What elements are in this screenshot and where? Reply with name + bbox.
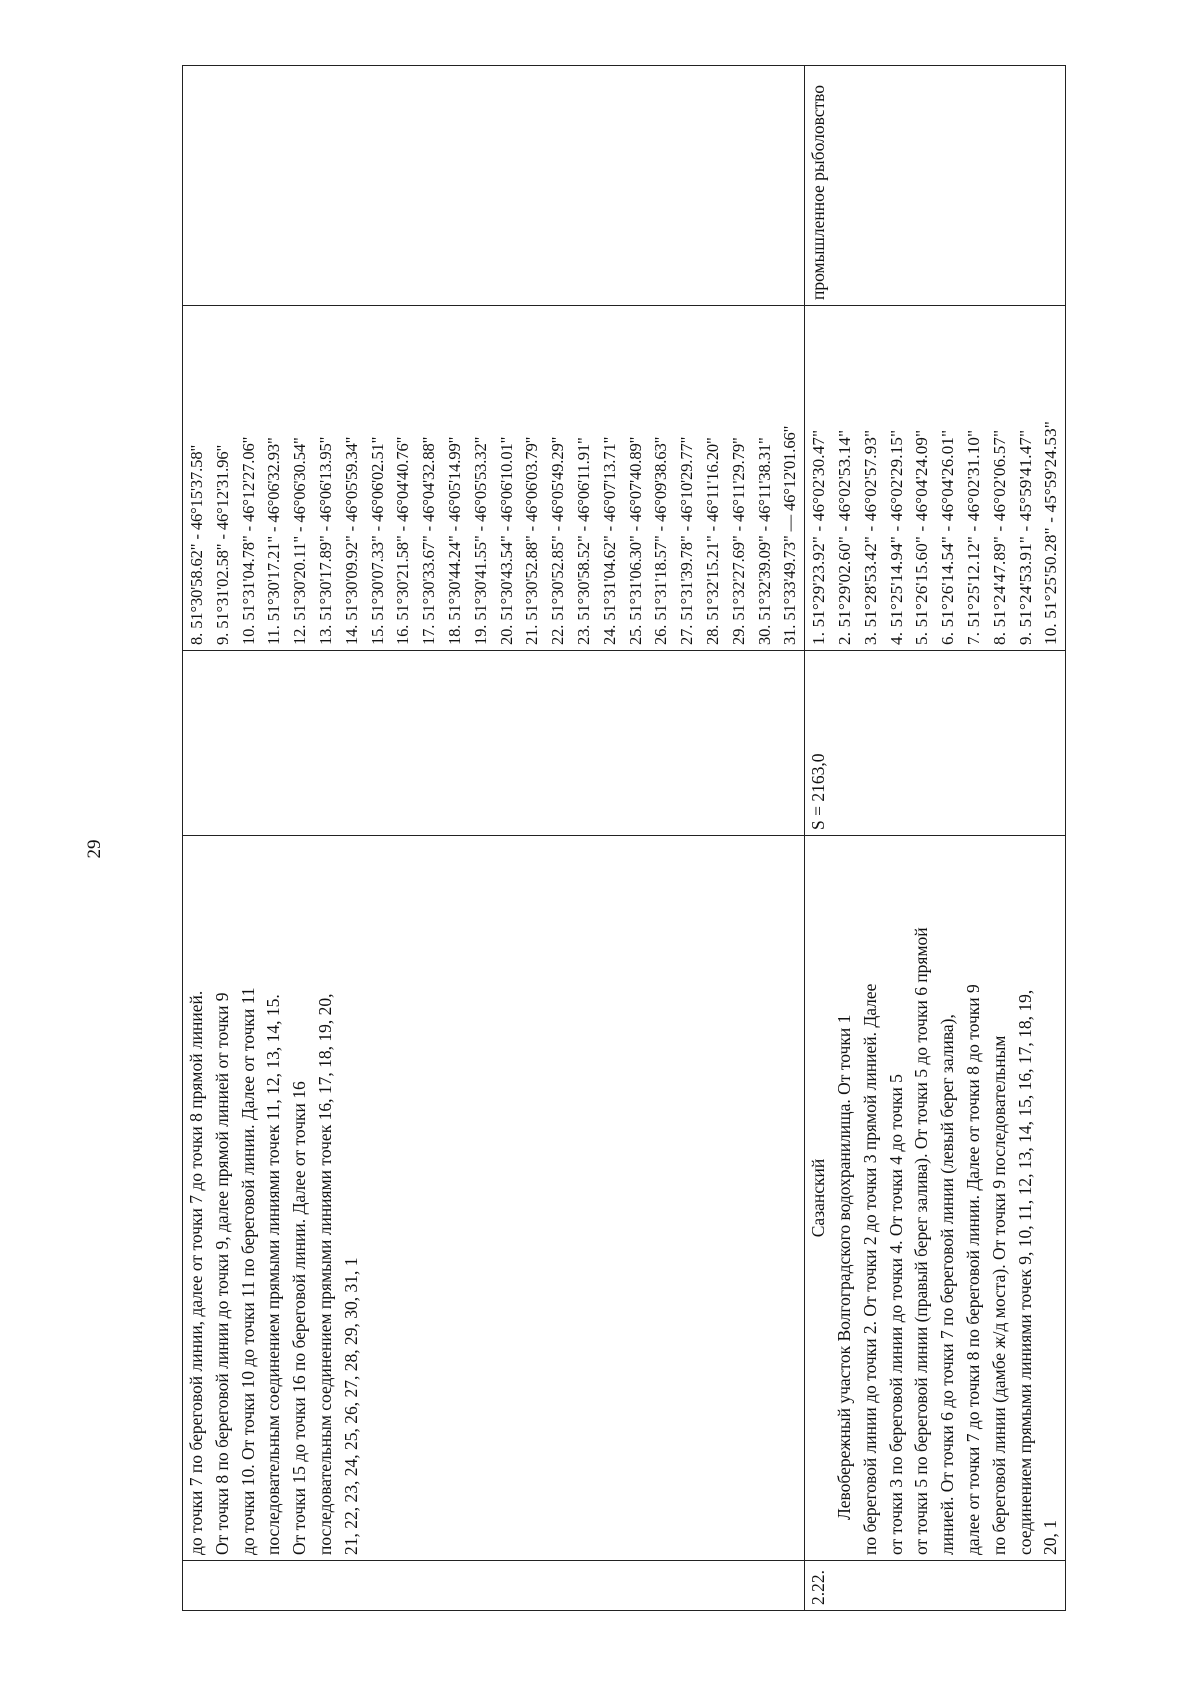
page-number: 29 [84, 839, 105, 859]
coordinate-point: 23. 51°30'58.52" - 46°06'11.91" [573, 437, 593, 645]
description-line: 21, 22, 23, 24, 25, 26, 27, 28, 29, 30, 31, 1 [340, 1257, 361, 1555]
coordinate-point: 22. 51°30'52.85" - 46°05'49.29" [548, 436, 568, 645]
description-line: Левобережный участок Волгоградского водохранилища. От точки 1 [833, 1014, 854, 1520]
coordinate-point: 8. 51°24'47.89" - 46°02'06.57" [989, 429, 1009, 645]
site-description-cell [805, 836, 1066, 1561]
rotated-table-wrapper [182, 66, 1061, 1611]
site-description-cell [183, 836, 805, 1561]
description-line: от точки 3 по береговой линии до точки 4. От точки 4 до точки 5 [885, 1074, 906, 1555]
description-line: до точки 7 по береговой линии, далее от точки 7 до точки 8 прямой линией. [186, 990, 206, 1555]
use-type-cell: промышленное рыболовство [805, 66, 1066, 306]
coordinate-point: 9. 51°24'53.91" - 45°59'41.47" [1015, 429, 1035, 645]
coordinate-point: 12. 51°30'20.11" - 46°06'30.54" [290, 437, 310, 645]
coordinate-point: 19. 51°30'41.55" - 46°05'53.32" [470, 436, 490, 645]
coordinate-point: 21. 51°30'52.88" - 46°06'03.79" [522, 436, 542, 645]
coordinate-point: 27. 51°31'39.78" - 46°10'29.77" [677, 436, 697, 645]
coordinate-point: 4. 51°25'14.94" - 46°02'29.15" [886, 429, 906, 645]
description-line: до точки 10. От точки 10 до точки 11 по береговой линии. Далее от точки 11 [237, 987, 258, 1555]
description-line: 20, 1 [1040, 1520, 1061, 1555]
coordinate-point: 24. 51°31'04.62" - 46°07'13.71" [599, 436, 619, 645]
coordinate-point: 20. 51°30'43.54" - 46°06'10.01" [496, 436, 516, 645]
coordinate-point: 15. 51°30'07.33" - 46°06'02.51" [367, 436, 387, 645]
site-area-cell [183, 651, 805, 836]
use-type-cell [183, 66, 805, 306]
coordinate-point: 28. 51°32'15.21" - 46°11'16.20" [702, 437, 722, 645]
coordinate-point: 16. 51°30'21.58" - 46°04'40.76" [393, 436, 413, 645]
coordinate-point: 5. 51°26'15.60" - 46°04'24.09" [912, 429, 932, 645]
coordinate-point: 14. 51°30'09.92" - 46°05'59.34" [341, 436, 361, 645]
site-name: Сазанский [808, 1158, 829, 1238]
coordinate-point: 17. 51°30'33.67" - 46°04'32.88" [419, 436, 439, 645]
description-line: линией. От точки 6 до точки 7 по береговой линии (левый берег залива), [937, 1014, 958, 1555]
coordinate-point: 30. 51°32'39.09" - 46°11'38.31" [754, 437, 774, 645]
coordinate-point: 25. 51°31'06.30" - 46°07'40.89" [625, 436, 645, 645]
coordinate-point: 9. 51°31'02.58" - 46°12'31.96" [212, 444, 232, 645]
description-line: соединением прямыми линиями точек 9, 10, 11, 12, 13, 14, 15, 16, 17, 18, 19, [1014, 989, 1035, 1555]
coordinate-point: 10. 51°31'04.78" - 46°12'27.06" [238, 436, 258, 645]
table-row [183, 66, 805, 1611]
table-body [183, 66, 1066, 1611]
coordinate-point: 26. 51°31'18.57" - 46°09'38.63" [651, 436, 671, 645]
coordinates-cell [805, 306, 1066, 651]
coordinate-point: 18. 51°30'44.24" - 46°05'14.99" [444, 436, 464, 645]
coordinate-point: 8. 51°30'58.62" - 46°15'37.58" [187, 444, 206, 645]
description-line: От точки 8 по береговой линии до точки 9, далее прямой линией от точки 9 [211, 992, 232, 1555]
description-line: от точки 5 по береговой линии (правый берег залива). От точки 5 до точки 6 прямой [911, 927, 932, 1555]
description-line: по береговой линии до точки 2. От точки 2 до точки 3 прямой линией. Далее [859, 983, 880, 1555]
coordinate-point: 2. 51°29'02.60" - 46°02'53.14" [834, 429, 854, 645]
site-area-cell: S = 2163,0 [805, 651, 1066, 836]
coordinate-point: 3. 51°28'53.42" - 46°02'57.93" [860, 429, 880, 645]
coordinate-point: 11. 51°30'17.21" - 46°06'32.93" [264, 437, 284, 645]
coordinate-point: 1. 51°29'23.92" - 46°02'30.47" [809, 429, 829, 645]
table-row [805, 66, 1066, 1611]
description-line: далее от точки 7 до точки 8 по береговой линии. Далее от точки 8 до точки 9 [962, 984, 983, 1555]
description-line: последовательным соединением прямыми линиями точек 16, 17, 18, 19, 20, [314, 993, 335, 1555]
coordinate-point: 31. 51°33'49.73" — 46°12'01.66" [780, 425, 800, 645]
site-number-cell [183, 1561, 805, 1611]
coordinates-cell [183, 306, 805, 651]
description-line: последовательным соединением прямыми линиями точек 11, 12, 13, 14, 15. [263, 994, 284, 1555]
coordinate-point: 10. 51°25'50.28" - 45°59'24.53" [1041, 421, 1061, 645]
description-line: От точки 15 до точки 16 по береговой линии. Далее от точки 16 [289, 1081, 310, 1555]
coordinate-point: 6. 51°26'14.54" - 46°04'26.01" [938, 429, 958, 645]
description-line: по береговой линии (дамбе ж/д моста). От точки 9 последовательным [988, 1035, 1009, 1555]
coordinate-point: 7. 51°25'12.12" - 46°02'31.10" [963, 429, 983, 645]
fishing-sites-table [182, 65, 1066, 1611]
coordinate-point: 13. 51°30'17.89" - 46°06'13.95" [315, 436, 335, 645]
coordinate-point: 29. 51°32'27.69" - 46°11'29.79" [728, 437, 748, 645]
site-number-cell: 2.22. [805, 1561, 1066, 1611]
